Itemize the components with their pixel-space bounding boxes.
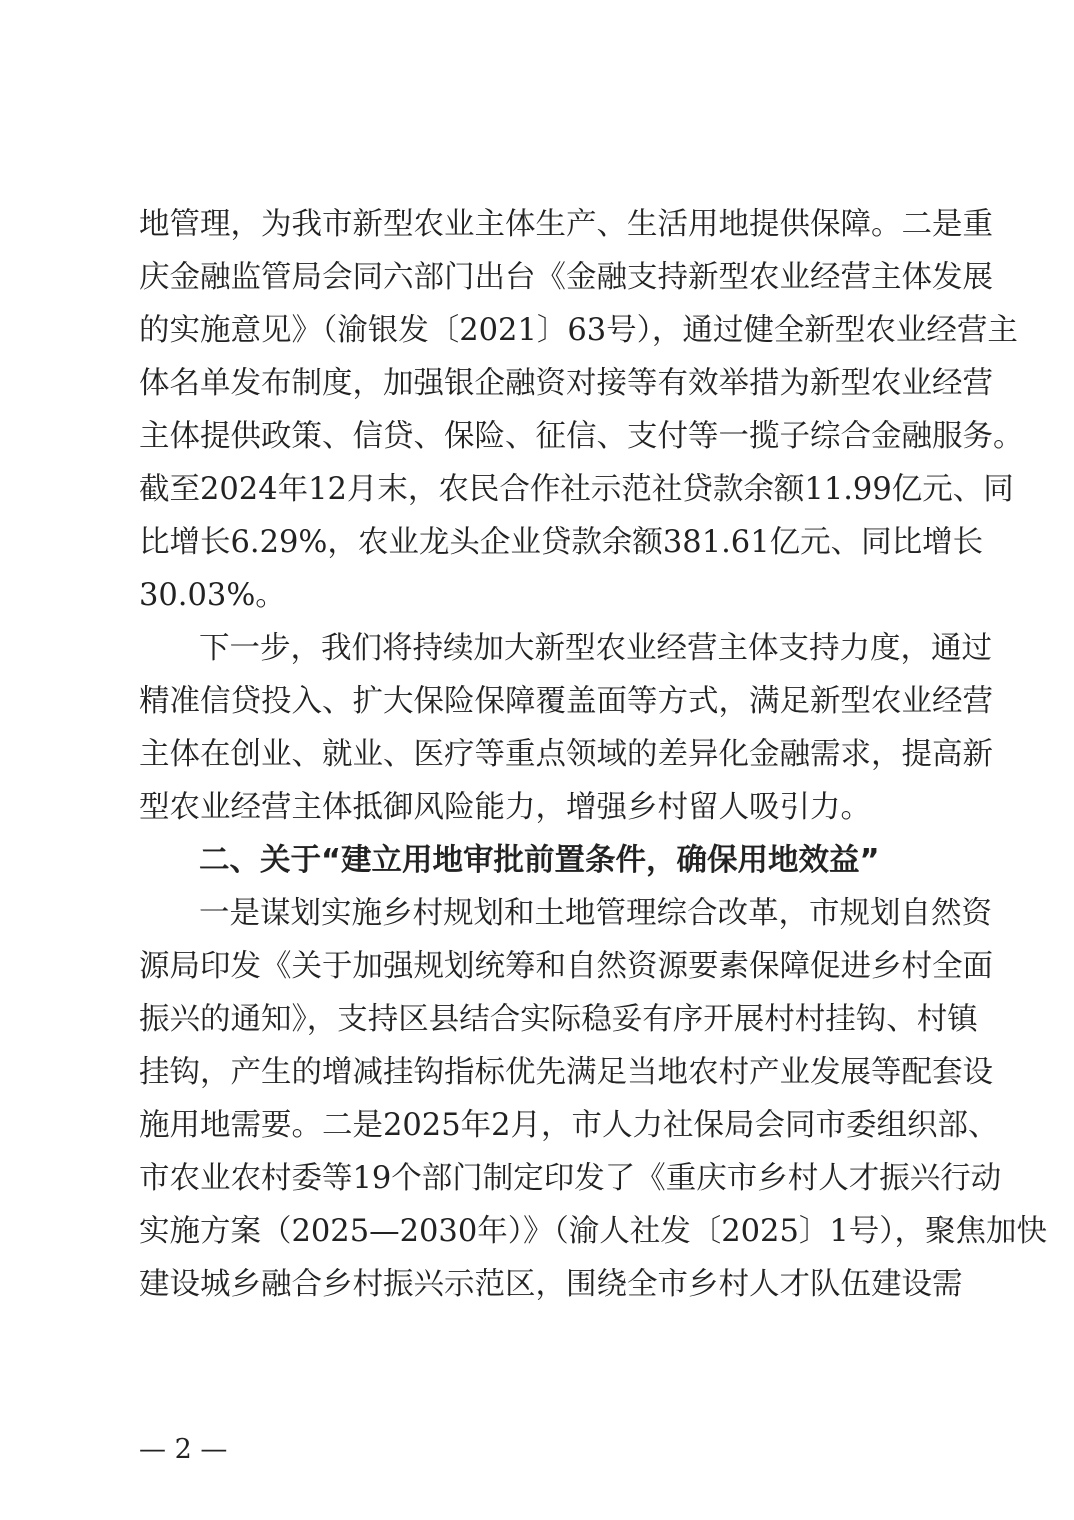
paragraph1-line-8: 30.03%。 — [139, 578, 286, 613]
paragraph3-line-2: 源局印发《关于加强规划统筹和自然资源要素保障促进乡村全面 — [139, 949, 993, 984]
paragraph1-line-4: 体名单发布制度，加强银企融资对接等有效举措为新型农业经营 — [139, 366, 993, 401]
paragraph1-line-3: 的实施意见》（渝银发〔2021〕63号），通过健全新型农业经营主 — [139, 313, 1018, 348]
paragraph3-line-6: 市农业农村委等19个部门制定印发了《重庆市乡村人才振兴行动 — [139, 1161, 1002, 1196]
paragraph3-line-4: 挂钩，产生的增减挂钩指标优先满足当地农村产业发展等配套设 — [139, 1055, 993, 1090]
paragraph1-line-2: 庆金融监管局会同六部门出台《金融支持新型农业经营主体发展 — [139, 260, 993, 295]
paragraph1-line-5: 主体提供政策、信贷、保险、征信、支付等一揽子综合金融服务。 — [139, 419, 1024, 454]
paragraph2-line-3: 主体在创业、就业、医疗等重点领域的差异化金融需求，提高新 — [139, 737, 993, 772]
paragraph3-line-8: 建设城乡融合乡村振兴示范区，围绕全市乡村人才队伍建设需 — [139, 1267, 963, 1302]
paragraph3-line-7: 实施方案（2025—2030年）》（渝人社发〔2025〕1号），聚焦加快 — [139, 1214, 1048, 1249]
paragraph3-line-5: 施用地需要。二是2025年2月，市人力社保局会同市委组织部、 — [139, 1108, 999, 1143]
page-number: — 2 — — [139, 1434, 228, 1465]
paragraph1-line-1: 地管理，为我市新型农业主体生产、生活用地提供保障。二是重 — [139, 207, 993, 242]
paragraph3-line-1: 一是谋划实施乡村规划和土地管理综合改革，市规划自然资 — [199, 896, 992, 931]
paragraph2-line-2: 精准信贷投入、扩大保险保障覆盖面等方式，满足新型农业经营 — [139, 684, 993, 719]
paragraph1-line-7: 比增长6.29%，农业龙头企业贷款余额381.61亿元、同比增长 — [139, 525, 984, 560]
paragraph1-line-6: 截至2024年12月末，农民合作社示范社贷款余额11.99亿元、同 — [139, 472, 1014, 507]
paragraph2-line-4: 型农业经营主体抵御风险能力，增强乡村留人吸引力。 — [139, 790, 871, 825]
paragraph2-line-1: 下一步，我们将持续加大新型农业经营主体支持力度，通过 — [199, 631, 992, 666]
paragraph3-line-3: 振兴的通知》，支持区县结合实际稳妥有序开展村村挂钩、村镇 — [139, 1002, 978, 1037]
section-heading: 二、关于“建立用地审批前置条件，确保用地效益” — [199, 843, 880, 878]
